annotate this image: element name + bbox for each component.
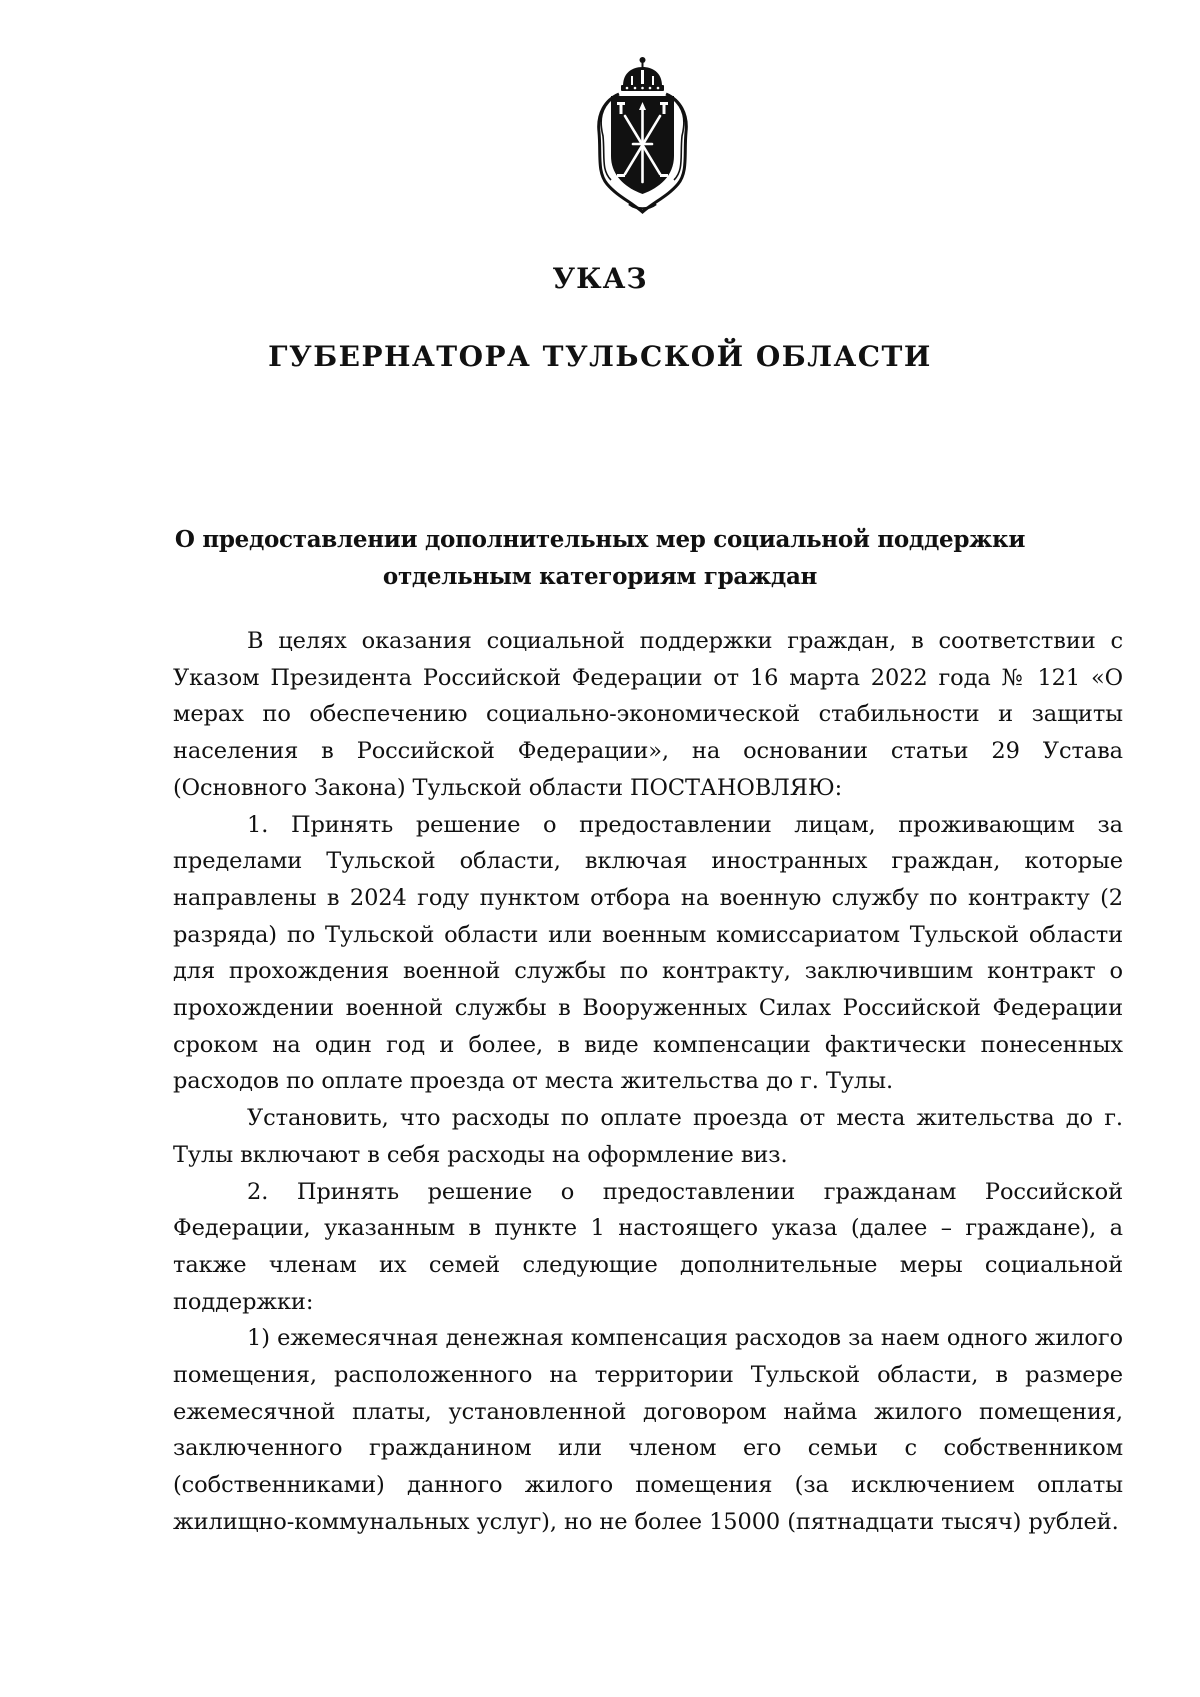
clause-1-note-paragraph: Установить, что расходы по оплате проезда от места жительства до г. Тулы включают в себя расходы на оформление виз.: [173, 1105, 1123, 1168]
clause-2-paragraph: 2. Принять решение о предоставлении гражданам Российской Федерации, указанным в пункте 1 настоящего указа (далее – граждане), а также членам их семей следующие дополнительные меры социальной поддержки:: [173, 1178, 1123, 1315]
document-type-title: УКАЗ: [552, 262, 648, 295]
clause-1-paragraph: 1. Принять решение о предоставлении лицам, проживающим за пределами Тульской области, включая иностранных граждан, которые направлены в 2024 году пунктом отбора на военную службу по контракту (2 разряда) по Тульской области или военным комиссариатом Тульской области для прохождения военной службы по контракту, заключившим контракт о прохождении военной службы в Вооруженных Силах Российской Федерации сроком на один год и более, в виде компенсации фактически понесенных расходов по оплате проезда от места жительства до г. Тулы.: [173, 811, 1123, 1095]
document-subject: [0, 521, 1200, 595]
subject-line: О предоставлении дополнительных мер социальной поддержки: [174, 526, 1026, 553]
document-body: [173, 623, 1123, 1541]
subject-line: отдельным категориям граждан: [382, 563, 818, 590]
clause-2-item-1-paragraph: 1) ежемесячная денежная компенсация расходов за наем одного жилого помещения, расположенного на территории Тульской области, в размере ежемесячной платы, установленной договором найма жилого помещения, заключенного гражданином или членом его семьи с собственником (собственниками) данного жилого помещения (за исключением оплаты жилищно-коммунальных услуг), но не более 15000 (пятнадцати тысяч) рублей.: [173, 1325, 1123, 1535]
tula-region-coat-of-arms-icon: [587, 56, 698, 216]
preamble-paragraph: В целях оказания социальной поддержки граждан, в соответствии с Указом Президента Российской Федерации от 16 марта 2022 года № 121 «О мерах по обеспечению социально-экономической стабильности и защиты населения в Российской Федерации», на основании статьи 29 Устава (Основного Закона) Тульской области ПОСТАНОВЛЯЮ:: [173, 628, 1123, 801]
issuer-title: ГУБЕРНАТОРА ТУЛЬСКОЙ ОБЛАСТИ: [268, 340, 932, 373]
